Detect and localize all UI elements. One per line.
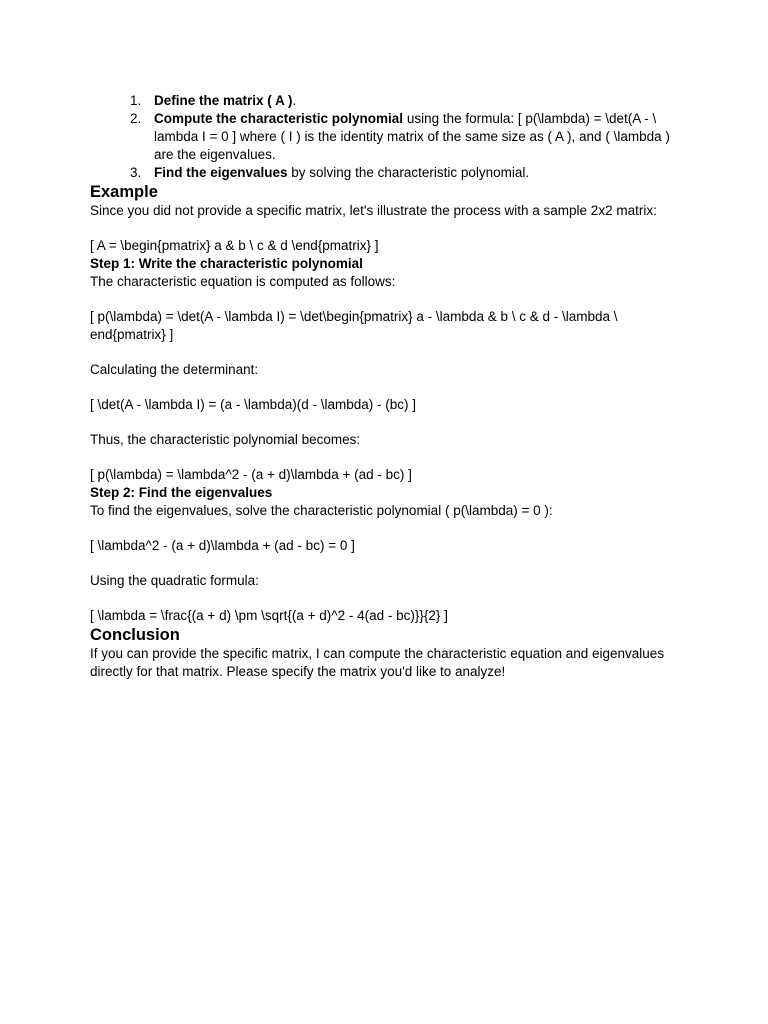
list-item-bold: Compute the characteristic polynomial (154, 111, 404, 126)
step1-thus-label: Thus, the characteristic polynomial becomes: (90, 432, 361, 447)
step1-intro: The characteristic equation is computed as follows: (90, 274, 396, 289)
step2-intro: To find the eigenvalues, solve the characteristic polynomial ( p(\lambda) = 0 ): (90, 503, 553, 518)
list-item-text: by solving the characteristic polynomial. (287, 165, 530, 180)
step1-equation-3: [ p(\lambda) = \lambda^2 - (a + d)\lambda + (ad - bc) ] (90, 467, 412, 482)
step1-calc-label: Calculating the determinant: (90, 362, 259, 377)
list-item-text: using the formula: [ p(\lambda) = \det(A - \ lambda I = 0 ] where ( I ) is the identity matrix of the same size as ( A ), and ( \lambda ) are the eigenvalues. (154, 111, 670, 162)
steps-list (90, 92, 670, 182)
document-body (90, 92, 670, 681)
list-item-bold: Find the eigenvalues (154, 165, 288, 180)
step2-equation-1: [ \lambda^2 - (a + d)\lambda + (ad - bc) = 0 ] (90, 538, 355, 553)
step2-quad-label: Using the quadratic formula: (90, 573, 259, 588)
step1-equation-1: [ p(\lambda) = \det(A - \lambda I) = \det\begin{pmatrix} a - \lambda & b \ c & d - \lambda \ end{pmatrix} ] (90, 309, 618, 342)
list-item-number: 1. (130, 93, 142, 108)
conclusion-heading: Conclusion (90, 626, 180, 644)
list-item-text: . (292, 93, 297, 108)
example-matrix-equation: [ A = \begin{pmatrix} a & b \ c & d \end{pmatrix} ] (90, 238, 379, 253)
list-item-number: 2. (130, 111, 142, 126)
list-item-bold: Define the matrix ( A ) (154, 93, 293, 108)
list-item (130, 110, 670, 164)
step2-equation-2: [ \lambda = \frac{(a + d) \pm \sqrt{(a + d)^2 - 4(ad - bc)}}{2} ] (90, 608, 448, 623)
step1-equation-2: [ \det(A - \lambda I) = (a - \lambda)(d - \lambda) - (bc) ] (90, 397, 416, 412)
step1-heading: Step 1: Write the characteristic polynomial (90, 256, 363, 271)
list-item (130, 164, 670, 182)
step2-heading: Step 2: Find the eigenvalues (90, 485, 273, 500)
example-intro: Since you did not provide a specific matrix, let's illustrate the process with a sample 2x2 matrix: (90, 203, 657, 218)
example-heading: Example (90, 183, 158, 201)
list-item (130, 92, 670, 110)
conclusion-text: If you can provide the specific matrix, I can compute the characteristic equation and eigenvalues directly for that matrix. Please specify the matrix you'd like to analyze! (90, 646, 665, 679)
list-item-number: 3. (130, 165, 142, 180)
